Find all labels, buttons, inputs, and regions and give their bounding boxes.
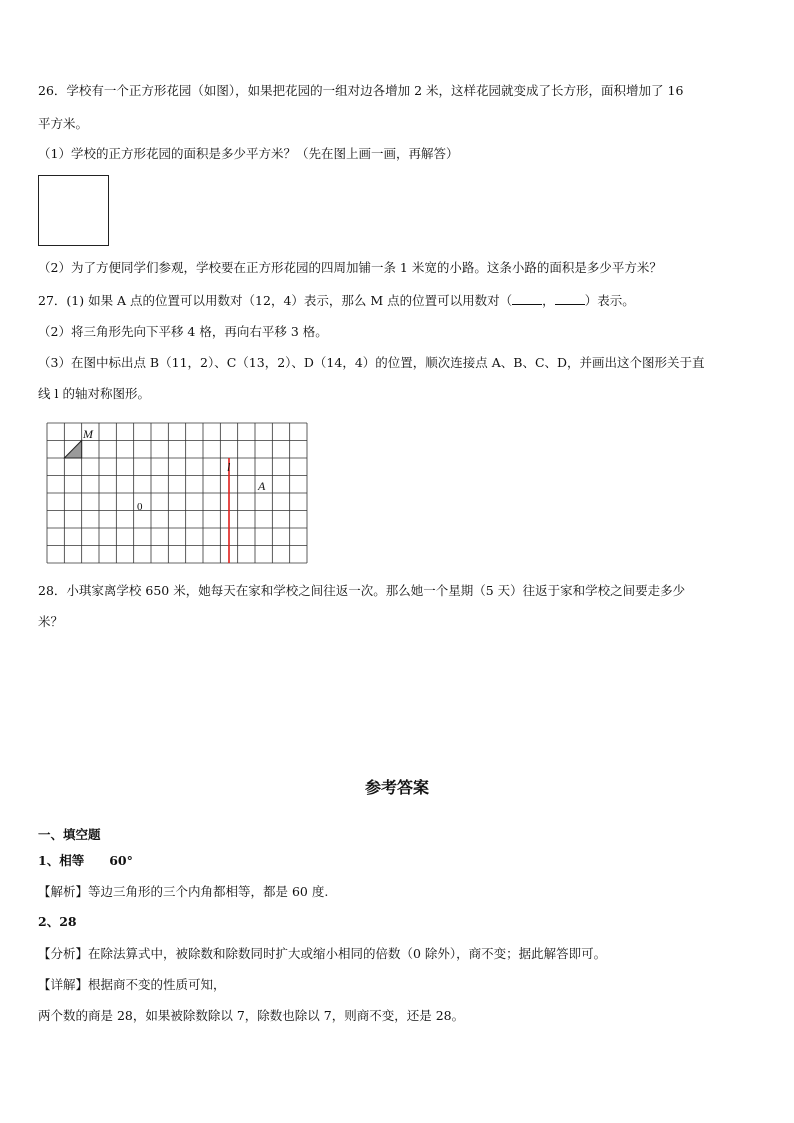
label-point-m: M (83, 427, 93, 441)
square-garden-figure (38, 175, 109, 246)
answer-blank-y[interactable] (555, 292, 585, 305)
q27-part3-line2: 线 l 的轴对称图形。 (38, 386, 150, 401)
q28-text-line2: 米？ (38, 614, 64, 629)
answer-1: 1、相等 60° (38, 853, 133, 868)
q27-part1-sep: ， (542, 293, 555, 308)
label-point-a: A (258, 479, 266, 493)
q27-part3-line1: （3）在图中标出点 B（11，2）、C（13，2）、D（14，4）的位置，顺次连接点 A、B、C、D，并画出这个图形关于直 (38, 355, 705, 370)
q26-part1: （1）学校的正方形花园的面积是多少平方米？（先在图上画一画，再解答） (38, 146, 459, 161)
answer-section-heading: 一、填空题 (38, 827, 101, 842)
grid-svg (46, 422, 308, 564)
q26-text-line2: 平方米。 (38, 116, 89, 131)
label-line-l: l (227, 460, 231, 474)
answer-1-analysis: 【解析】等边三角形的三个内角都相等，都是 60 度. (38, 884, 329, 899)
q27-part1-text-a: 27．(1) 如果 A 点的位置可以用数对（12，4）表示，那么 M 点的位置可以用数对（ (38, 293, 513, 308)
q27-part1-text-b: ）表示。 (584, 293, 635, 308)
answer-blank-x[interactable] (512, 292, 542, 305)
q27-part2: （2）将三角形先向下平移 4 格，再向右平移 3 格。 (38, 324, 328, 339)
q27-part1 (38, 292, 635, 309)
q28-text-line1: 28．小琪家离学校 650 米，她每天在家和学校之间往返一次。那么她一个星期（5 天）往返于家和学校之间要走多少 (38, 583, 686, 598)
answer-2-conclusion: 两个数的商是 28，如果被除数除以 7，除数也除以 7，则商不变，还是 28。 (38, 1008, 465, 1023)
answer-2-analysis: 【分析】在除法算式中，被除数和除数同时扩大或缩小相同的倍数（0 除外），商不变；据此解答即可。 (38, 946, 607, 961)
answer-2-detail: 【详解】根据商不变的性质可知， (38, 977, 226, 992)
label-origin-o: 0 (137, 501, 143, 513)
coordinate-grid (46, 422, 308, 564)
q26-part2: （2）为了方便同学们参观，学校要在正方形花园的四周加铺一条 1 米宽的小路。这条小路的面积是多少平方米？ (38, 260, 662, 275)
answer-section-title: 参考答案 (364, 778, 429, 797)
shaded-triangle (64, 441, 81, 459)
answer-2: 2、28 (38, 914, 77, 929)
q26-text-line1: 26．学校有一个正方形花园（如图），如果把花园的一组对边各增加 2 米，这样花园就变成了长方形，面积增加了 16 (38, 83, 684, 98)
grid-lines (47, 423, 307, 563)
